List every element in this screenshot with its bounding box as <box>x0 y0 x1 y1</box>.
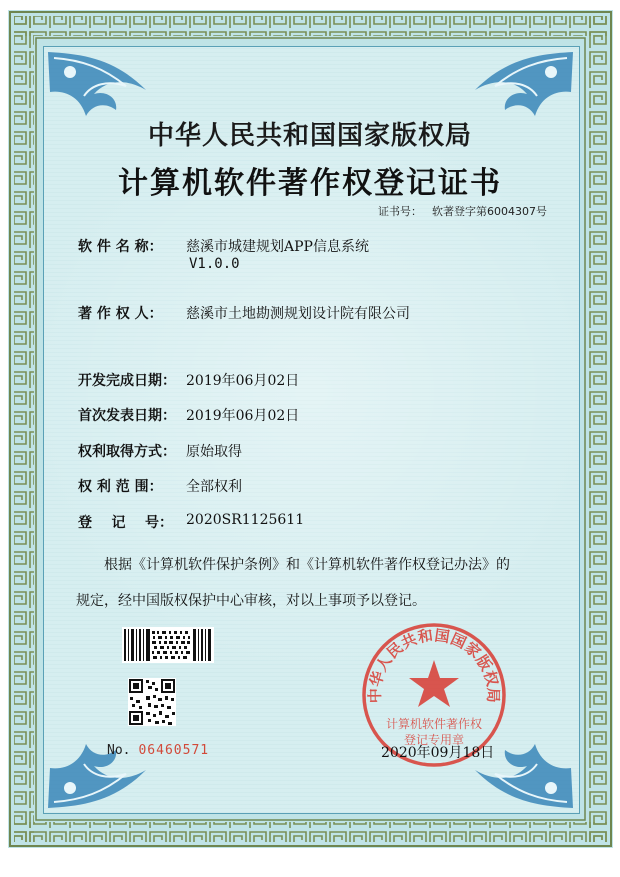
field-publication-date <box>78 405 299 425</box>
field-value: 2019年06月02日 <box>186 408 300 424</box>
field-label: 开发完成日期： <box>78 373 176 389</box>
software-version: V1.0.0 <box>189 256 240 272</box>
field-rights-scope <box>78 476 242 496</box>
field-label: 著 作 权 人： <box>78 306 163 322</box>
field-label: 权 利 范 围： <box>78 479 163 495</box>
corner-ornament-top-right <box>465 50 575 122</box>
certificate-number-value: 软著登字第6004307号 <box>432 205 547 218</box>
serial-prefix: No. <box>107 743 131 758</box>
seal-star-icon <box>409 660 459 707</box>
barcode <box>122 627 214 663</box>
certificate-title: 计算机软件著作权登记证书 <box>118 166 502 201</box>
field-registration-number <box>78 512 304 532</box>
serial-number <box>107 743 209 758</box>
qr-code <box>128 678 176 726</box>
field-value: 慈溪市城建规划APP信息系统 <box>186 239 369 255</box>
field-label: 登 记 号： <box>78 515 173 531</box>
seal-center-line-2: 登记专用章 <box>403 733 465 747</box>
serial-value: 06460571 <box>138 743 210 758</box>
field-copyright-owner <box>78 303 410 323</box>
regulation-statement <box>76 547 554 619</box>
field-label: 首次发表日期： <box>78 408 176 424</box>
field-label: 软 件 名 称： <box>78 239 163 255</box>
certificate-number-label: 证书号： <box>378 205 422 218</box>
field-value: 全部权利 <box>186 479 242 495</box>
field-development-date <box>78 370 299 390</box>
corner-ornament-top-left <box>46 50 156 122</box>
field-value: 2020SR1125611 <box>186 512 305 528</box>
issuer-title: 中华人民共和国国家版权局 <box>147 121 472 151</box>
issue-date: 2020年09月18日 <box>381 745 495 761</box>
regulation-line-1: 根据《计算机软件保护条例》和《计算机软件著作权登记办法》的 <box>104 557 510 573</box>
field-software-name <box>78 236 369 256</box>
field-value: 原始取得 <box>186 444 242 460</box>
field-label: 权利取得方式： <box>78 444 176 460</box>
certificate-number <box>378 203 547 219</box>
regulation-line-2: 规定，经中国版权保护中心审核，对以上事项予以登记。 <box>76 593 426 609</box>
seal-ring-text: 中华人民共和国国家版权局 <box>365 626 503 704</box>
field-value: 慈溪市土地勘测规划设计院有限公司 <box>186 306 410 322</box>
field-acquisition-method <box>78 441 242 461</box>
field-value: 2019年06月02日 <box>186 373 300 389</box>
seal-center-line-1: 计算机软件著作权 <box>385 717 483 731</box>
